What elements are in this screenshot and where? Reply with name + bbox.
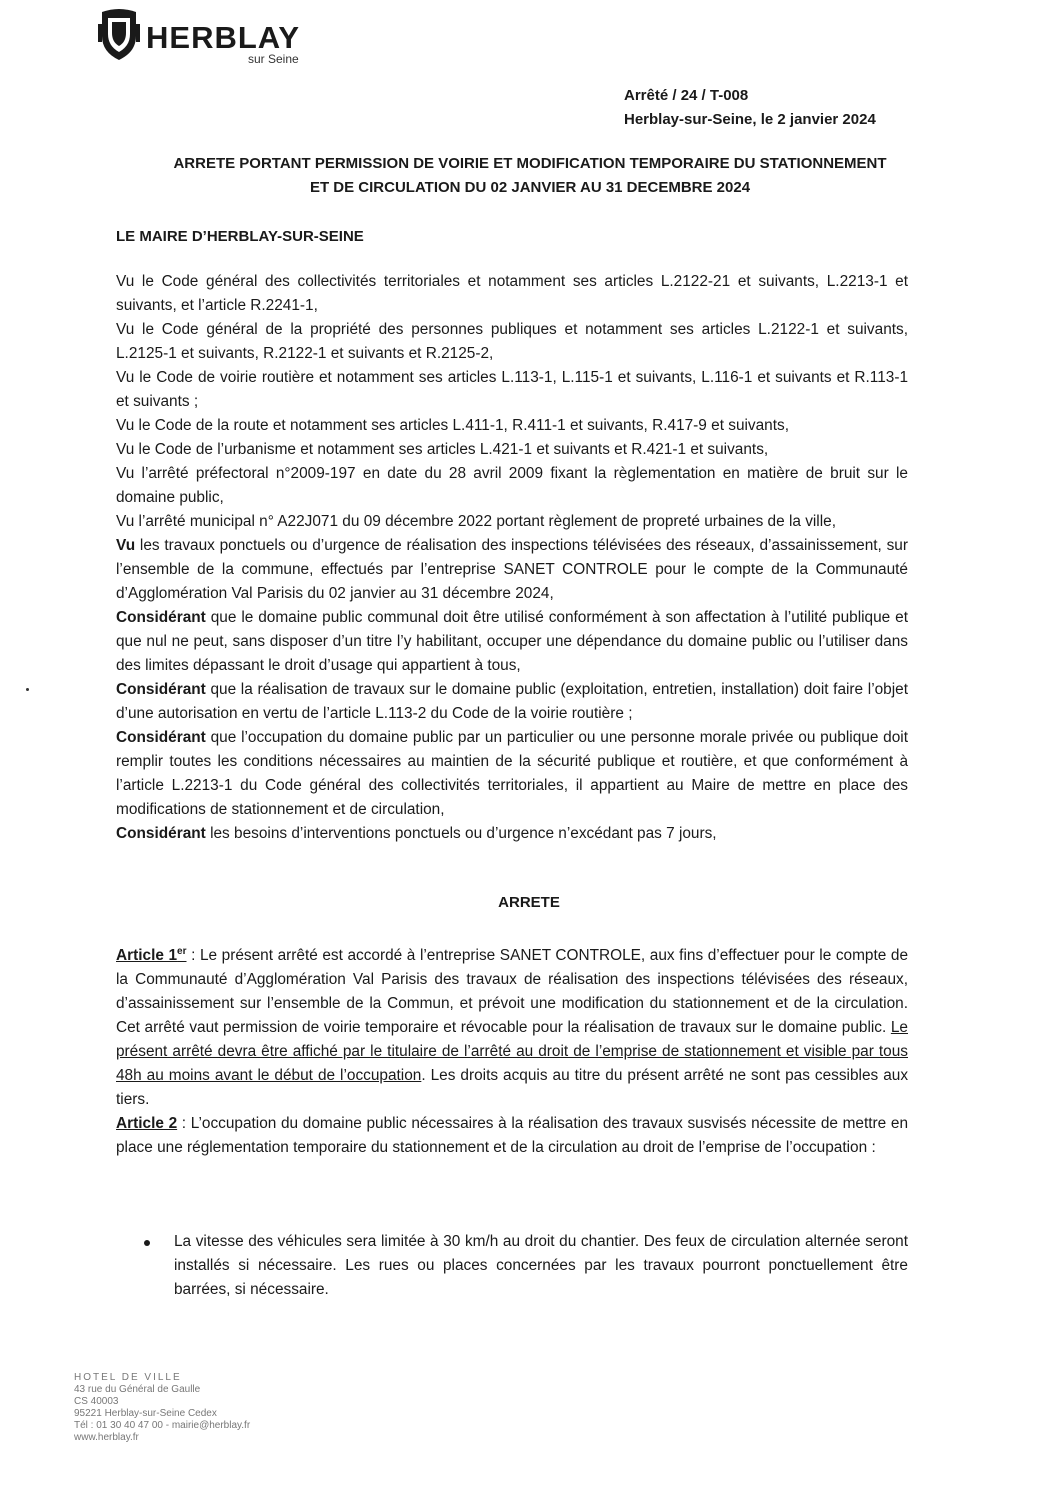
footer-address <box>74 1372 250 1444</box>
visa-lead: Vu <box>116 537 136 554</box>
title-line-1: ARRETE PORTANT PERMISSION DE VOIRIE ET MODIFICATION TEMPORAIRE DU STATIONNEMENT <box>173 155 887 172</box>
article-1-tail: . Les droits acquis au titre du présent arrêté ne sont pas cessibles aux tiers. <box>116 1067 909 1109</box>
visa-paragraph: Vu l’arrêté municipal n° A22J071 du 09 décembre 2022 portant règlement de propreté urbaines de la ville, <box>116 513 836 530</box>
visa-paragraph: Vu le Code général de la propriété des personnes publiques et notamment ses articles L.2122-1 et suivants, L.2125-1 et suivants, R.2122-1 et suivants et R.2125-2, <box>116 321 908 362</box>
considerant-text: que la réalisation de travaux sur le domaine public (exploitation, entretien, installation) doit faire l’objet d’une autorisation en vertu de l’article L.113-2 du Code de la voirie routière ; <box>116 681 908 722</box>
visa-paragraph: Vu le Code de l’urbanisme et notamment ses articles L.421-1 et suivants et R.421-1 et suivants, <box>116 441 769 458</box>
considerant-lead: Considérant <box>116 609 206 626</box>
reference-block <box>624 84 876 132</box>
document-title <box>100 152 960 200</box>
footer-line: 95221 Herblay-sur-Seine Cedex <box>74 1408 217 1419</box>
visa-text: les travaux ponctuels ou d’urgence de réalisation des inspections télévisées des réseaux, d’assainissement, sur l’ensemble de la commune, effectués par l’entreprise SANET CONTROLE pour le compte de la Communauté d’Agglomération Val Parisis du 02 janvier au 31 décembre 2024, <box>116 537 908 602</box>
arrete-heading: ARRETE <box>498 894 560 911</box>
article-1-sup: er <box>177 946 187 957</box>
scan-speck <box>26 688 29 691</box>
considerant-text: les besoins d’interventions ponctuels ou d’urgence n’excédant pas 7 jours, <box>205 825 717 842</box>
article-2-text: L’occupation du domaine public nécessaires à la réalisation des travaux susvisés nécessite de mettre en place une réglementation temporaire du stationnement et de la circulation au droit de l’emprise de l’occupation : <box>116 1115 908 1157</box>
visa-travaux <box>116 534 908 606</box>
footer-line: 43 rue du Général de Gaulle <box>74 1384 201 1395</box>
title-line-2: ET DE CIRCULATION DU 02 JANVIER AU 31 DECEMBRE 2024 <box>309 179 751 196</box>
considerant-lead: Considérant <box>116 825 206 842</box>
article-1-colon: : <box>186 947 200 965</box>
decree-number: Arrêté / 24 / T-008 <box>624 87 749 104</box>
city-logo <box>96 6 326 66</box>
article-1-text: Le présent arrêté est accordé à l’entreprise SANET CONTROLE, aux fins d’effectuer pour le compte de la Communauté d’Agglomération Val Parisis des travaux de réalisation des inspections télévisées des réseaux, d’assainissement sur l’ensemble de la Commun, et prévoit une modification du stationnement et de la circulation. Cet arrêté vaut permission de voirie temporaire et révocable pour la réalisation de travaux sur le domaine public. <box>116 947 909 1037</box>
coat-of-arms-icon <box>96 6 142 62</box>
article-1-underlined: Le présent arrêté devra être affiché par le titulaire de l’arrêté au droit de l’emprise de stationnement et visible par tous 48h au moins avant le début de l’occupation <box>116 1019 908 1085</box>
considerant-paragraph <box>116 726 908 822</box>
place-date: Herblay-sur-Seine, le 2 janvier 2024 <box>624 111 876 128</box>
footer-line: HOTEL DE VILLE <box>74 1372 182 1383</box>
maire-heading: LE MAIRE D’HERBLAY-SUR-SEINE <box>116 228 364 245</box>
footer-line: Tél : 01 30 40 47 00 - mairie@herblay.fr <box>74 1420 251 1431</box>
article-1-label: Article 1er <box>116 946 187 965</box>
visa-paragraph: Vu l’arrêté préfectoral n°2009-197 en date du 28 avril 2009 fixant la règlementation en matière de bruit sur le domaine public, <box>116 465 908 506</box>
article-2 <box>116 1112 908 1160</box>
considerant-text: que l’occupation du domaine public par un particulier ou une personne morale privée ou publique doit remplir toutes les conditions nécessaires au maintien de la sécurité publique et routière, et que conformément à l’article L.2213-1 du Code général des collectivités territoriales, il appartient au Maire de mettre en place des modifications de stationnement et de circulation, <box>116 729 908 818</box>
logo-wordmark: HERBLAY <box>146 20 300 55</box>
article-2-colon: : <box>177 1115 191 1133</box>
visa-paragraph: Vu le Code général des collectivités territoriales et notamment ses articles L.2122-21 et suivants, L.2213-1 et suivants, et l’article R.2241-1, <box>116 273 908 314</box>
article-1 <box>116 940 908 1112</box>
considerant-paragraph <box>116 678 908 726</box>
considerant-paragraph <box>116 606 908 678</box>
considerant-lead: Considérant <box>116 729 206 746</box>
visa-paragraph: Vu le Code de voirie routière et notamment ses articles L.113-1, L.115-1 et suivants, L.116-1 et suivants et R.113-1 et suivants ; <box>116 369 908 410</box>
considerant-lead: Considérant <box>116 681 206 698</box>
bullet-list <box>140 1230 908 1302</box>
footer-line: www.herblay.fr <box>74 1432 139 1443</box>
list-item <box>140 1230 908 1302</box>
articles <box>116 940 908 1160</box>
considerant-text: que le domaine public communal doit être utilisé conformément à son affectation à l’utilité publique et que nul ne peut, sans disposer d’un titre l’y habilitant, occuper une dépendance du domaine public ou l’utiliser dans des limites dépassant le droit d’usage qui appartient à tous, <box>116 609 908 674</box>
bullet-icon <box>144 1240 150 1246</box>
considerant-paragraph <box>116 822 908 846</box>
article-2-label: Article 2 <box>116 1115 178 1133</box>
logo-subtitle: sur Seine <box>248 52 299 66</box>
preamble <box>116 270 908 846</box>
visa-paragraph: Vu le Code de la route et notamment ses articles L.411-1, R.411-1 et suivants, R.417-9 et suivants, <box>116 417 789 434</box>
footer-line: CS 40003 <box>74 1396 119 1407</box>
bullet-text: La vitesse des véhicules sera limitée à 30 km/h au droit du chantier. Des feux de circulation alternée seront installés si nécessaire. Les rues ou places concernées par les travaux pourront ponctuellement être barrées, si nécessaire. <box>174 1233 908 1298</box>
